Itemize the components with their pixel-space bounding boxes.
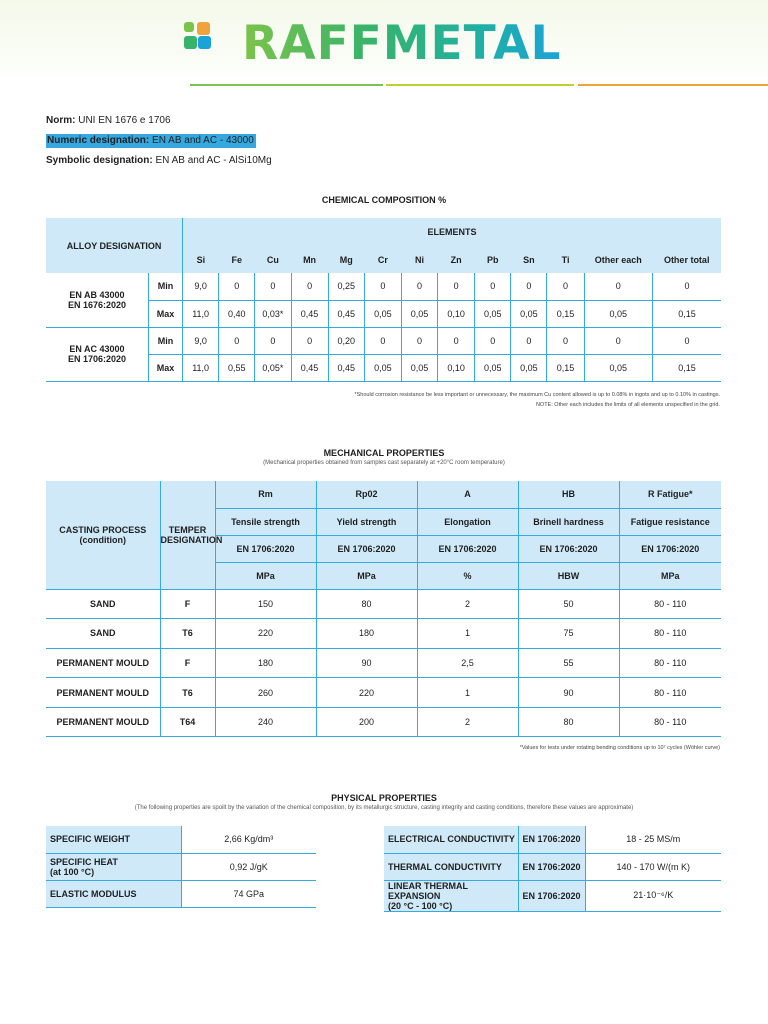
header-divider-yellow	[386, 84, 574, 86]
casting-process: SAND	[46, 619, 160, 649]
element-header: Ti	[547, 246, 584, 273]
header-divider-orange	[578, 84, 768, 86]
element-value: 11,0	[183, 300, 219, 327]
element-header: Si	[183, 246, 219, 273]
property-value: 240	[215, 707, 316, 737]
property-standard-header: EN 1706:2020	[316, 535, 417, 562]
element-value: 0,10	[438, 354, 475, 381]
element-value: 0	[219, 273, 255, 300]
temper-designation-header	[160, 481, 223, 589]
property-value: 1	[417, 619, 518, 649]
element-value: 0,15	[547, 354, 584, 381]
element-header: Ni	[401, 246, 437, 273]
element-value: 0	[475, 273, 511, 300]
limit-label: Max	[148, 354, 182, 381]
chemical-composition-body	[46, 273, 721, 381]
header-divider-green	[0, 84, 190, 86]
element-value: 0	[401, 273, 437, 300]
physical-property-row	[46, 826, 316, 853]
physical-property-standard: EN 1706:2020	[518, 826, 585, 853]
element-header: Other total	[652, 246, 721, 273]
physical-property-label	[384, 826, 518, 853]
mechanical-row	[46, 678, 721, 708]
chemical-composition-title: CHEMICAL COMPOSITION %	[321, 195, 447, 205]
element-value: 0	[511, 273, 547, 300]
label-line-sub: DESIGNATION	[160, 534, 223, 545]
element-value: 0	[364, 327, 401, 354]
property-value: 2	[417, 589, 518, 619]
element-value: 0,05	[364, 300, 401, 327]
property-value: 50	[518, 589, 619, 619]
element-value: 0,40	[219, 300, 255, 327]
property-value: 180	[215, 648, 316, 678]
property-unit-header: MPa	[215, 562, 316, 589]
limit-label: Max	[148, 300, 182, 327]
symbolic-designation-value: EN AB and AC - AlSi10Mg	[155, 155, 272, 166]
alloy-name	[46, 327, 148, 381]
temper-designation: T6	[160, 678, 215, 708]
property-value: 90	[518, 678, 619, 708]
physical-properties-right-table	[384, 826, 721, 912]
element-value: 0	[652, 273, 721, 300]
label-line: CASTING PROCESS	[59, 524, 147, 535]
label-line-sub: EN 1706:2020	[67, 354, 126, 364]
casting-process: SAND	[46, 589, 160, 619]
mechanical-properties-subtitle: (Mechanical properties obtained from samples cast separately at +20°C room temperature)	[263, 460, 505, 466]
mechanical-row	[46, 589, 721, 619]
label-line: ELASTIC MODULUS	[50, 888, 137, 899]
physical-property-label	[384, 853, 518, 880]
element-value: 0,15	[652, 300, 721, 327]
element-value: 0,05	[511, 354, 547, 381]
element-value: 0	[547, 327, 584, 354]
casting-process: PERMANENT MOULD	[46, 648, 160, 678]
property-standard-header: EN 1706:2020	[417, 535, 518, 562]
mechanical-row	[46, 648, 721, 678]
element-value: 0,55	[219, 354, 255, 381]
property-unit-header: MPa	[316, 562, 417, 589]
element-value: 0,05	[475, 300, 511, 327]
header-divider-green	[190, 84, 383, 86]
element-value: 0,45	[328, 300, 364, 327]
element-value: 0,10	[438, 300, 475, 327]
norm-label: Norm:	[46, 115, 76, 126]
property-symbol-header: Rm	[215, 481, 316, 508]
element-header: Zn	[438, 246, 475, 273]
temper-designation: F	[160, 648, 215, 678]
property-value: 80 - 110	[619, 707, 721, 737]
physical-property-value: 140 - 170 W/(m K)	[585, 853, 721, 880]
element-value: 0,45	[291, 300, 328, 327]
property-value: 220	[215, 619, 316, 649]
property-value: 80 - 110	[619, 678, 721, 708]
numeric-designation-label: Numeric designation:	[47, 135, 150, 146]
property-unit-header: HBW	[518, 562, 619, 589]
label-line-sub: (20 °C - 100 °C)	[388, 900, 453, 911]
element-value: 0	[438, 273, 475, 300]
numeric-designation-line	[46, 134, 256, 148]
mechanical-properties-header	[46, 481, 721, 589]
temper-designation: T64	[160, 707, 215, 737]
mechanical-row	[46, 619, 721, 649]
norm-line	[46, 114, 171, 128]
property-value: 80 - 110	[619, 619, 721, 649]
element-value: 9,0	[183, 327, 219, 354]
property-standard-header: EN 1706:2020	[619, 535, 721, 562]
physical-properties-title: PHYSICAL PROPERTIES	[331, 793, 437, 803]
physical-property-value: 0,92 J/gK	[181, 853, 316, 880]
property-value: 2,5	[417, 648, 518, 678]
property-value: 80 - 110	[619, 589, 721, 619]
element-header: Other each	[584, 246, 652, 273]
element-header: Cu	[255, 246, 291, 273]
property-unit-header: MPa	[619, 562, 721, 589]
element-value: 9,0	[183, 273, 219, 300]
property-name-header: Fatigue resistance	[619, 508, 721, 535]
physical-properties-left-table	[46, 826, 316, 908]
property-value: 1	[417, 678, 518, 708]
brand-logo-text: RAFFMETAL	[242, 16, 562, 71]
element-value: 0,05	[511, 300, 547, 327]
mechanical-note: *Values for tests under rotating bending conditions up to 10⁷ cycles (Wöhler curve)	[519, 745, 720, 751]
property-name-header: Yield strength	[316, 508, 417, 535]
property-symbol-header: Rp02	[316, 481, 417, 508]
element-value: 0	[291, 273, 328, 300]
element-header: Mn	[291, 246, 328, 273]
element-header: Mg	[328, 246, 364, 273]
property-standard-header: EN 1706:2020	[215, 535, 316, 562]
element-value: 0,05	[475, 354, 511, 381]
element-value: 0,45	[328, 354, 364, 381]
physical-property-value: 21·10⁻⁶/K	[585, 880, 721, 911]
element-value: 0	[255, 273, 291, 300]
limit-label: Min	[148, 273, 182, 300]
property-symbol-header: A	[417, 481, 518, 508]
mechanical-header-row	[46, 481, 721, 508]
mechanical-properties-title: MECHANICAL PROPERTIES	[323, 448, 445, 458]
element-value: 0,25	[328, 273, 364, 300]
element-value: 0,03*	[255, 300, 291, 327]
element-header: Fe	[219, 246, 255, 273]
element-value: 11,0	[183, 354, 219, 381]
property-symbol-header: HB	[518, 481, 619, 508]
label-line-sub: (condition)	[79, 534, 126, 545]
element-value: 0,05	[401, 300, 437, 327]
element-value: 0,05	[364, 354, 401, 381]
physical-property-row	[384, 880, 721, 911]
physical-property-label	[384, 880, 518, 911]
mechanical-row	[46, 707, 721, 737]
label-line: SPECIFIC WEIGHT	[50, 834, 131, 845]
mechanical-properties-table	[46, 481, 721, 737]
physical-property-row	[46, 853, 316, 880]
chemical-row	[46, 273, 721, 300]
label-line: EN AB 43000	[69, 289, 125, 300]
physical-property-row	[46, 880, 316, 907]
label-line: SPECIFIC HEAT	[50, 856, 118, 867]
physical-property-standard: EN 1706:2020	[518, 853, 585, 880]
property-standard-header: EN 1706:2020	[518, 535, 619, 562]
casting-process: PERMANENT MOULD	[46, 678, 160, 708]
label-line: LINEAR THERMAL EXPANSION	[388, 880, 468, 901]
chemical-row	[46, 327, 721, 354]
limit-label: Min	[148, 327, 182, 354]
physical-property-row	[384, 853, 721, 880]
physical-property-value: 74 GPa	[181, 880, 316, 907]
property-value: 260	[215, 678, 316, 708]
casting-process: PERMANENT MOULD	[46, 707, 160, 737]
chemical-note-cu: *Should corrosion resistance be less important or unnecessary, the maximum Cu content allowed is up to 0.08% in ingots and up to 0.10% in castings.	[354, 392, 720, 398]
casting-process-header	[46, 481, 160, 589]
element-value: 0,20	[328, 327, 364, 354]
element-header: Sn	[511, 246, 547, 273]
element-value: 0	[438, 327, 475, 354]
elements-header: ELEMENTS	[183, 218, 721, 246]
element-value: 0	[547, 273, 584, 300]
property-value: 80	[518, 707, 619, 737]
property-value: 220	[316, 678, 417, 708]
temper-designation: T6	[160, 619, 215, 649]
property-name-header: Tensile strength	[215, 508, 316, 535]
mechanical-properties-body	[46, 589, 721, 737]
physical-property-label	[46, 826, 181, 853]
element-value: 0	[255, 327, 291, 354]
label-line-sub: (at 100 °C)	[50, 866, 95, 877]
physical-property-label	[46, 853, 181, 880]
label-line: ELECTRICAL CONDUCTIVITY	[388, 834, 515, 845]
property-value: 55	[518, 648, 619, 678]
property-value: 200	[316, 707, 417, 737]
element-value: 0,45	[291, 354, 328, 381]
property-unit-header: %	[417, 562, 518, 589]
property-value: 80	[316, 589, 417, 619]
element-value: 0,05	[584, 354, 652, 381]
property-value: 2	[417, 707, 518, 737]
element-value: 0	[219, 327, 255, 354]
property-value: 80 - 110	[619, 648, 721, 678]
element-value: 0,15	[547, 300, 584, 327]
physical-property-row	[384, 826, 721, 853]
alloy-designation-header: ALLOY DESIGNATION	[46, 218, 183, 273]
label-line: TEMPER	[168, 524, 207, 535]
page-header	[0, 0, 768, 86]
temper-designation: F	[160, 589, 215, 619]
property-value: 180	[316, 619, 417, 649]
symbolic-designation-label: Symbolic designation:	[46, 155, 153, 166]
physical-property-standard: EN 1706:2020	[518, 880, 585, 911]
chemical-note-other: NOTE: Other each includes the limits of all elements unspecified in the grid.	[535, 402, 720, 408]
physical-property-value: 18 - 25 MS/m	[585, 826, 721, 853]
element-value: 0	[291, 327, 328, 354]
element-value: 0,15	[652, 354, 721, 381]
element-header: Cr	[364, 246, 401, 273]
element-value: 0,05	[584, 300, 652, 327]
element-value: 0	[511, 327, 547, 354]
numeric-designation-value: EN AB and AC - 43000	[152, 135, 254, 146]
physical-properties-subtitle: (The following properties are spoilt by the variation of the chemical composition, by its metallurgic structure, casting integrity and casting conditions, therefore these values are approximate)	[134, 805, 634, 811]
norm-value: UNI EN 1676 e 1706	[78, 115, 171, 126]
element-value: 0,05*	[255, 354, 291, 381]
label-line: EN AC 43000	[69, 344, 125, 354]
alloy-name	[46, 273, 148, 327]
element-value: 0	[475, 327, 511, 354]
label-line: THERMAL CONDUCTIVITY	[388, 861, 502, 872]
element-value: 0	[364, 273, 401, 300]
property-value: 75	[518, 619, 619, 649]
property-symbol-header: R Fatigue*	[619, 481, 721, 508]
physical-property-label	[46, 880, 181, 907]
logo-icon	[184, 22, 226, 64]
property-name-header: Elongation	[417, 508, 518, 535]
element-value: 0	[652, 327, 721, 354]
chemical-composition-table	[46, 218, 721, 382]
physical-property-value: 2,66 Kg/dm³	[181, 826, 316, 853]
element-value: 0	[584, 327, 652, 354]
element-value: 0	[401, 327, 437, 354]
property-name-header: Brinell hardness	[518, 508, 619, 535]
property-value: 150	[215, 589, 316, 619]
label-line-sub: EN 1676:2020	[67, 299, 126, 310]
element-header: Pb	[475, 246, 511, 273]
symbolic-designation-line	[46, 154, 272, 168]
property-value: 90	[316, 648, 417, 678]
element-value: 0,05	[401, 354, 437, 381]
element-value: 0	[584, 273, 652, 300]
